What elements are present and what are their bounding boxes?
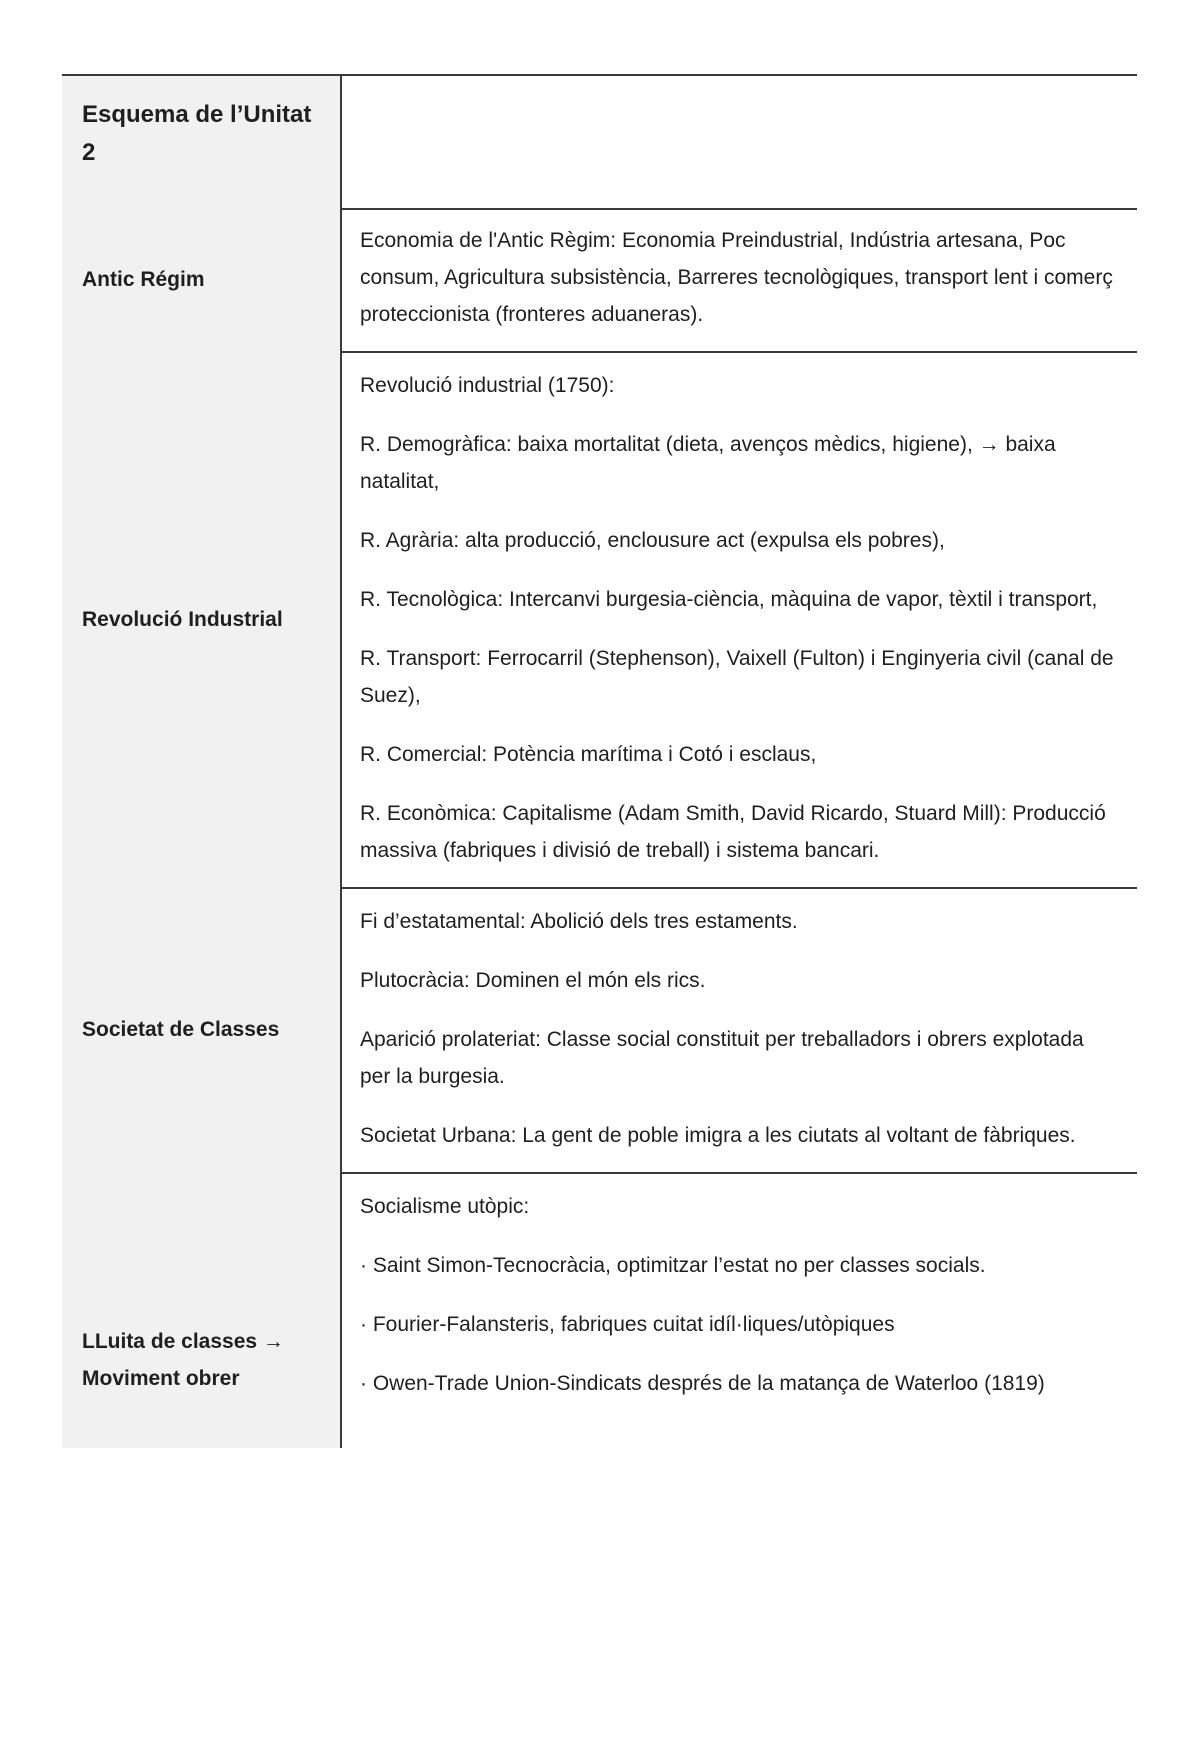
paragraph: R. Comercial: Potència marítima i Cotó i esclaus, xyxy=(360,743,817,766)
paragraph: R. Demogràfica: baixa mortalitat (dieta, avenços mèdics, higiene), → baixa natalitat, xyxy=(360,433,1056,493)
paragraph: · Owen-Trade Union-Sindicats després de la matança de Waterloo (1819) xyxy=(360,1372,1045,1395)
outline-table xyxy=(62,74,1137,1448)
row-label: LLuita de classes → Moviment obrer xyxy=(62,1172,342,1448)
empty-cell xyxy=(342,76,1137,208)
paragraph: Aparició prolateriat: Classe social constituit per treballadors i obrers explotada per la burgesia. xyxy=(360,1028,1084,1088)
paragraph: Economia de l'Antic Règim: Economia Preindustrial, Indústria artesana, Poc consum, Agricultura subsistència, Barreres tecnològiques, transport lent i comerç proteccionista (fronteres aduaneras). xyxy=(360,229,1113,326)
row-content xyxy=(342,887,1137,1172)
paragraph: · Saint Simon-Tecnocràcia, optimitzar l’estat no per classes socials. xyxy=(360,1254,986,1277)
paragraph: R. Econòmica: Capitalisme (Adam Smith, David Ricardo, Stuard Mill): Producció massiva (fabriques i divisió de treball) i sistema bancari. xyxy=(360,802,1106,862)
paragraph: R. Transport: Ferrocarril (Stephenson), Vaixell (Fulton) i Enginyeria civil (canal de Suez), xyxy=(360,647,1114,707)
row-label: Revolució Industrial xyxy=(62,351,342,887)
paragraph: Fi d’estatamental: Abolició dels tres estaments. xyxy=(360,910,798,933)
table-row-lluita-classes xyxy=(62,1172,1137,1448)
row-content xyxy=(342,208,1137,351)
row-label: Antic Régim xyxy=(62,208,342,351)
table-row-antic-regim xyxy=(62,208,1137,351)
table-row-revolucio-industrial xyxy=(62,351,1137,887)
table-row-title xyxy=(62,76,1137,208)
paragraph: R. Agrària: alta producció, enclousure act (expulsa els pobres), xyxy=(360,529,945,552)
table-row-societat-classes xyxy=(62,887,1137,1172)
paragraph: Revolució industrial (1750): xyxy=(360,374,615,397)
row-content xyxy=(342,351,1137,887)
row-label: Societat de Classes xyxy=(62,887,342,1172)
page-title: Esquema de l’Unitat 2 xyxy=(62,76,342,208)
paragraph: · Fourier-Falansteris, fabriques cuitat idíl·liques/utòpiques xyxy=(360,1313,895,1336)
paragraph: Plutocràcia: Dominen el món els rics. xyxy=(360,969,706,992)
paragraph: Socialisme utòpic: xyxy=(360,1195,530,1218)
row-content xyxy=(342,1172,1137,1448)
paragraph: Societat Urbana: La gent de poble imigra a les ciutats al voltant de fàbriques. xyxy=(360,1124,1076,1147)
paragraph: R. Tecnològica: Intercanvi burgesia-ciència, màquina de vapor, tèxtil i transport, xyxy=(360,588,1098,611)
